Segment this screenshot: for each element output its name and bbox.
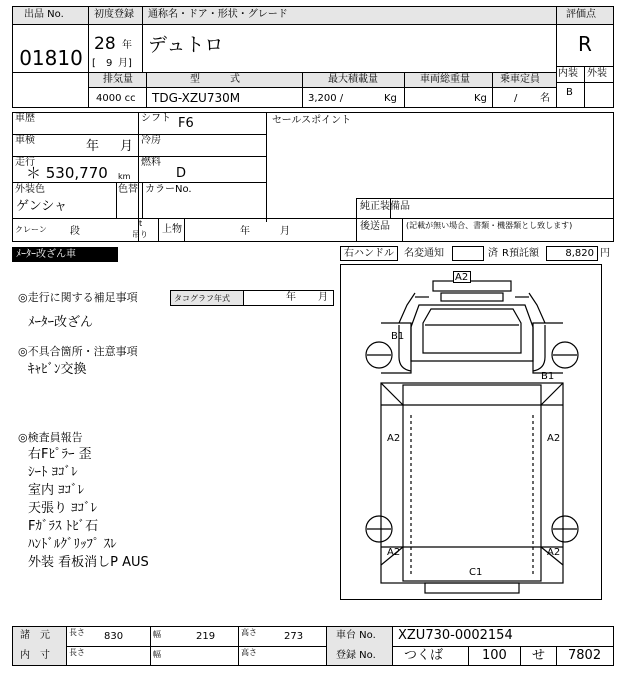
seating-capacity: / — [514, 93, 518, 104]
model-code: TDG-XZU730M — [152, 91, 241, 105]
mileage-label: 走行 — [15, 157, 35, 168]
inspection-year-unit: 年 — [86, 139, 100, 154]
exterior-color-label: 外装色 — [15, 184, 45, 195]
upper-body-label: 上物 — [162, 224, 182, 235]
first-registration-label: 初度登録 — [94, 9, 134, 20]
model-code-label: 型 式 — [190, 74, 240, 85]
length: 830 — [104, 631, 124, 642]
year-unit: 年 — [122, 40, 132, 51]
mileage-unit: km — [118, 172, 131, 181]
damage-mark: A2 — [455, 272, 469, 283]
defects-heading: ◎不具合箇所・注意事項 — [18, 345, 138, 358]
inspection-month-unit: 月 — [120, 139, 134, 154]
fuel-label: 燃料 — [141, 157, 161, 168]
registration-number-label: 登録 No. — [336, 650, 376, 661]
driving-notes-heading: ◎走行に関する補足事項 — [18, 291, 138, 304]
chassis-number: XZU730-0002154 — [398, 628, 513, 643]
mileage: ＊ 530,770 — [26, 164, 108, 182]
gross-weight-label: 車両総重量 — [420, 74, 470, 85]
overall-grade: R — [578, 32, 592, 56]
width: 219 — [196, 631, 216, 642]
damage-mark: A2 — [387, 547, 401, 558]
model-name: デュトロ — [148, 34, 224, 56]
month-suffix: 月] — [118, 58, 132, 69]
shift: F6 — [178, 116, 194, 131]
height-label: 高さ — [241, 628, 257, 637]
crane-stage: 段 — [70, 226, 80, 237]
recycle-fee-unit: 円 — [600, 248, 610, 259]
inspector-line: ｼｰﾄ ﾖｺﾞﾚ — [28, 465, 78, 480]
shift-label: シフト — [141, 113, 171, 124]
inspector-report-heading: ◎検査員報告 — [18, 431, 83, 444]
damage-mark: A2 — [547, 433, 561, 444]
standard-equipment-label: 純正装備品 — [360, 201, 410, 212]
registration-area: つくば — [404, 648, 444, 663]
crane-label: クレーン — [15, 225, 47, 234]
damage-mark: C1 — [469, 567, 483, 578]
crane-tonnage: t — [139, 219, 143, 228]
color-change-label: 色替 — [118, 184, 138, 195]
right-hand-drive-badge: 右ハンドル — [340, 246, 398, 261]
truck-outline — [341, 265, 603, 601]
height: 273 — [284, 631, 304, 642]
width-label: 幅 — [153, 630, 161, 639]
retrofit-items-label: 後送品 — [360, 221, 390, 232]
month-prefix: [ — [92, 58, 96, 69]
inner-height-label: 高さ — [241, 648, 257, 657]
damage-mark: B1 — [391, 331, 405, 342]
inner-width-label: 幅 — [153, 650, 161, 659]
length-label: 長さ — [69, 628, 85, 637]
lot-number-label: 出品 No. — [24, 9, 64, 20]
gross-weight-unit: Kg — [474, 93, 487, 104]
registration-month: 9 — [106, 58, 113, 69]
max-load-unit: Kg — [384, 93, 397, 104]
sales-point-label: セールスポイント — [272, 115, 352, 126]
registration-class: 100 — [482, 648, 507, 663]
registration-year: 28 — [94, 34, 116, 54]
displacement-label: 排気量 — [103, 74, 133, 85]
registration-number: 7802 — [568, 648, 602, 663]
grade-label: 評価点 — [566, 9, 596, 20]
damage-mark: A2 — [387, 433, 401, 444]
damage-mark: B1 — [541, 371, 555, 382]
color-code-label: カラーNo. — [145, 184, 192, 195]
chassis-number-label: 車台 No. — [336, 630, 376, 641]
model-name-label: 通称名・ドア・形状・グレード — [148, 9, 288, 20]
exterior-color: ゲンシャ — [16, 199, 68, 214]
retrofit-note: (記載が無い場合、書類・機器類とし致します) — [406, 221, 573, 230]
tachograph-month: 月 — [318, 292, 328, 303]
vehicle-history-label: 車歴 — [15, 113, 35, 124]
dimensions-label: 諸 元 — [20, 630, 50, 641]
interior-grade: B — [566, 87, 573, 98]
inspector-line: 外装 看板消しP AUS — [28, 555, 149, 570]
tachograph-label: タコグラフ年式 — [174, 294, 230, 303]
inner-length-label: 長さ — [69, 648, 85, 657]
driving-notes-text: ﾒｰﾀｰ改ざん — [28, 315, 94, 330]
crane-hang: 吊り — [132, 230, 148, 239]
recycle-done-label: 済 — [488, 248, 498, 259]
inspector-line: 室内 ﾖｺﾞﾚ — [28, 483, 85, 498]
inspection-label: 車検 — [15, 135, 35, 146]
damage-diagram — [340, 264, 602, 600]
lot-number: 01810 — [19, 46, 83, 70]
max-load-label: 最大積載量 — [328, 74, 378, 85]
damage-mark: A2 — [547, 547, 561, 558]
tachograph-year: 年 — [286, 292, 296, 303]
seating-capacity-unit: 名 — [540, 93, 550, 104]
defects-text: ｷｬﾋﾞﾝ交換 — [28, 362, 87, 377]
displacement: 4000 cc — [96, 93, 136, 104]
inspector-line: ﾊﾝﾄﾞﾙｸﾞﾘｯﾌﾟ ｽﾚ — [28, 537, 117, 552]
name-change-box — [452, 246, 484, 261]
inspector-line: 天張り ﾖｺﾞﾚ — [28, 501, 98, 516]
inspector-line: Fｶﾞﾗｽ ﾄﾋﾞ石 — [28, 519, 99, 534]
air-conditioning-label: 冷房 — [141, 135, 161, 146]
recycle-fee-label: R預託額 — [502, 248, 539, 259]
name-change-label: 名変通知 — [404, 248, 444, 259]
fuel: D — [176, 166, 187, 181]
max-load: 3,200 / — [308, 93, 344, 104]
interior-grade-label: 内装 — [558, 68, 578, 79]
recycle-fee: 8,820 — [565, 248, 594, 259]
upper-body-month: 月 — [280, 226, 290, 237]
meter-tamper-banner: ﾒｰﾀｰ改ざん車 — [12, 247, 118, 262]
seating-capacity-label: 乗車定員 — [500, 74, 540, 85]
upper-body-year: 年 — [240, 226, 250, 237]
inner-dimensions-label: 内 寸 — [20, 650, 50, 661]
registration-kana: せ — [532, 648, 546, 663]
exterior-grade-label: 外装 — [587, 68, 607, 79]
inspector-line: 右Fﾋﾟﾗｰ 歪 — [28, 447, 92, 462]
